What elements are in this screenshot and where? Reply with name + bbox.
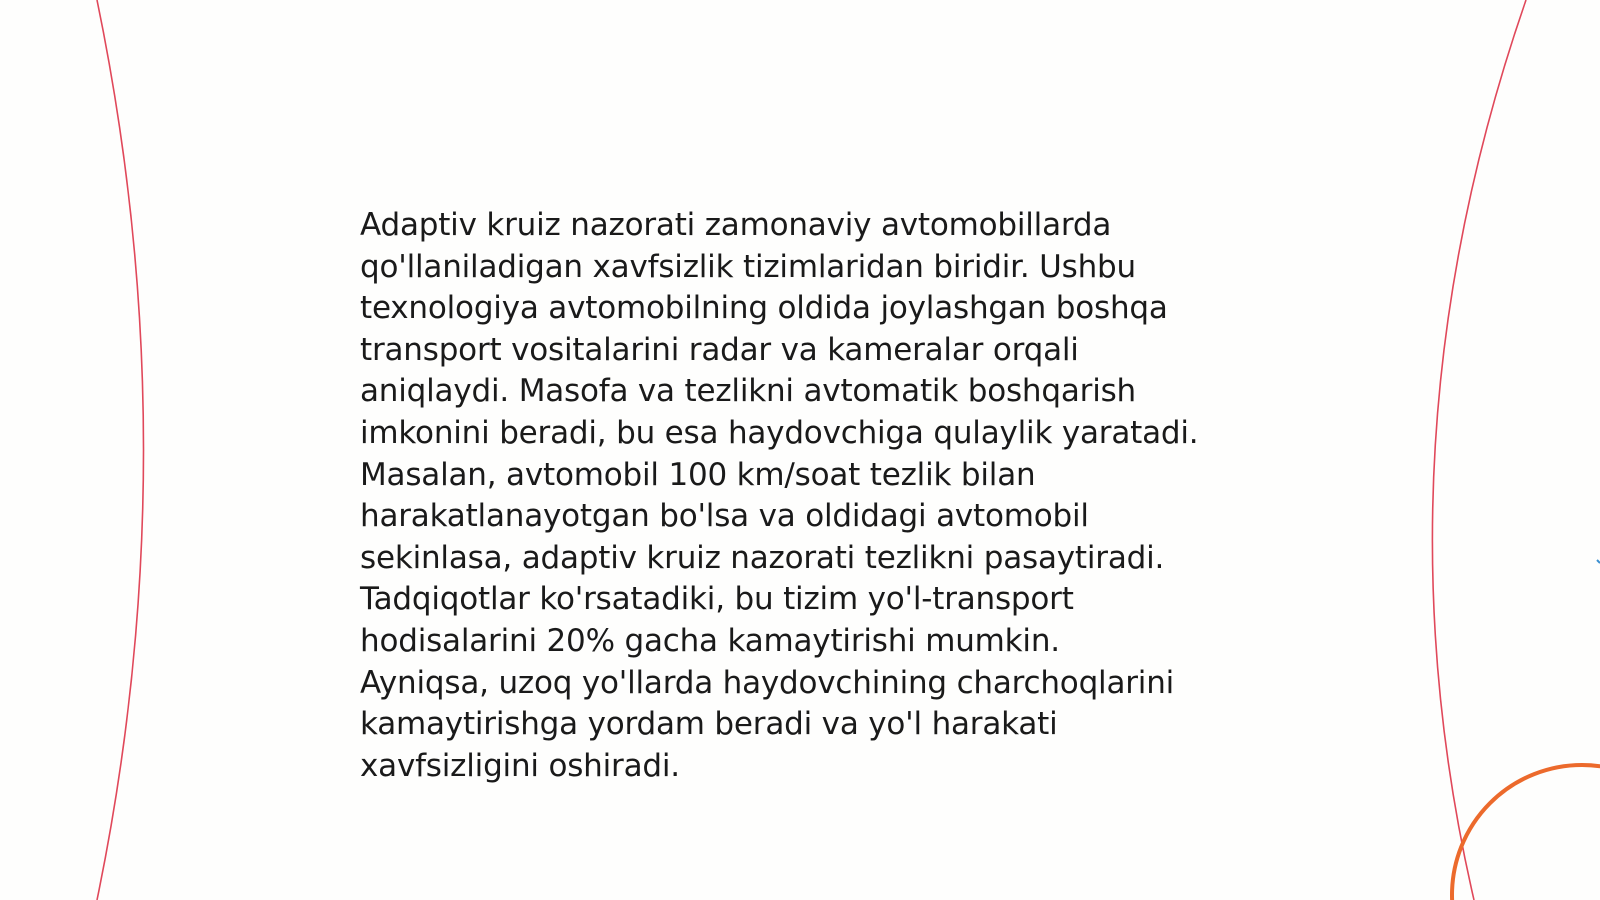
- paragraph-line: Masalan, avtomobil 100 km/soat tezlik bilan: [360, 456, 1036, 493]
- paragraph-line: aniqlaydi. Masofa va tezlikni avtomatik boshqarish: [360, 373, 1137, 410]
- paragraph-line: sekinlasa, adaptiv kruiz nazorati tezlikni pasaytiradi.: [360, 539, 1165, 576]
- paragraph-line: xavfsizligini oshiradi.: [360, 747, 680, 784]
- body-paragraph: [360, 205, 1260, 787]
- paragraph-line: imkonini beradi, bu esa haydovchiga qulaylik yaratadi.: [360, 414, 1199, 451]
- paragraph-line: Ayniqsa, uzoq yo'llarda haydovchining charchoqlarini: [360, 664, 1175, 701]
- orange-circle-arc: [1452, 765, 1600, 900]
- paragraph-line: transport vositalarini radar va kameralar orqali: [360, 331, 1079, 368]
- paragraph-line: Tadqiqotlar ko'rsatadiki, bu tizim yo'l-transport: [360, 581, 1074, 618]
- paragraph-line: hodisalarini 20% gacha kamaytirishi mumkin.: [360, 622, 1060, 659]
- paragraph-line: Adaptiv kruiz nazorati zamonaviy avtomobillarda: [360, 207, 1112, 243]
- paragraph-line: kamaytirishga yordam beradi va yo'l harakati: [360, 706, 1058, 743]
- right-red-arc: [1432, 0, 1526, 900]
- paragraph-line: harakatlanayotgan bo'lsa va oldidagi avtomobil: [360, 498, 1089, 535]
- paragraph-line: texnologiya avtomobilning oldida joylashgan boshqa: [360, 290, 1168, 327]
- paragraph-line: qo'llaniladigan xavfsizlik tizimlaridan biridir. Ushbu: [360, 248, 1136, 285]
- left-red-arc: [97, 0, 144, 900]
